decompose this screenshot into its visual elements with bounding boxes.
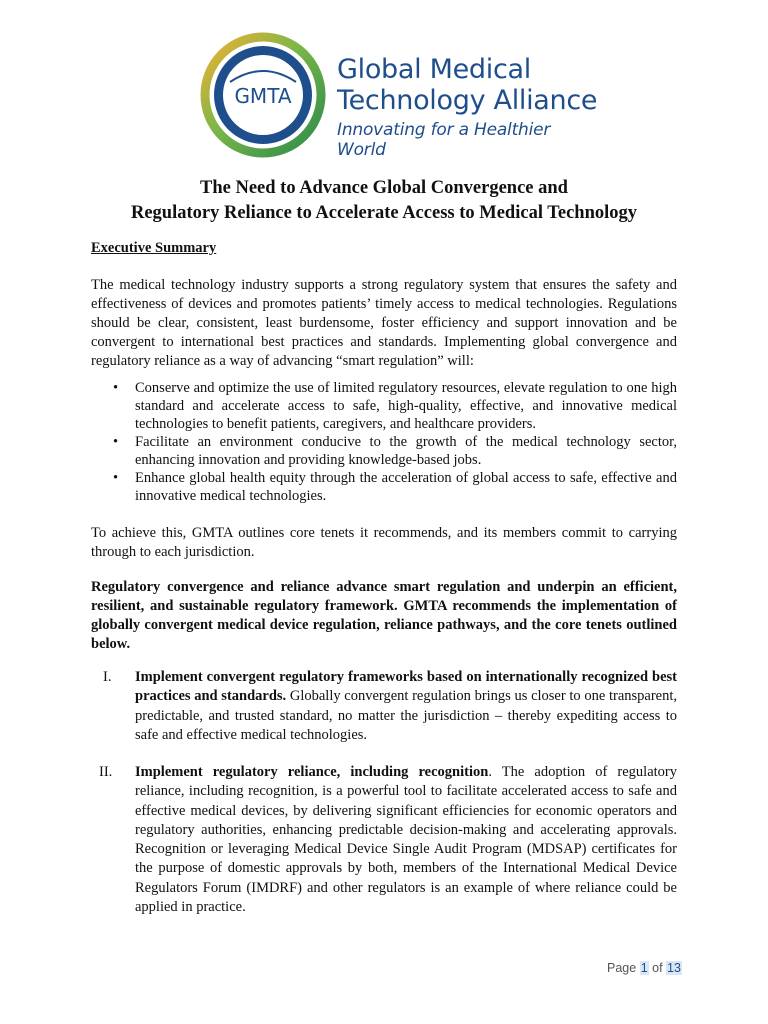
tenet-item [91, 763, 677, 917]
bullet-item: • Conserve and optimize the use of limited regulatory resources, elevate regulation to one high standard and accelerate access to safe, high-quality, effective, and innovative medical technologies to benefit patients, caregivers, and healthcare providers. [91, 379, 677, 433]
tenet-body [135, 763, 677, 917]
gmta-logo [200, 30, 600, 160]
tenet-item [91, 668, 677, 745]
total-pages: 13 [667, 961, 681, 975]
tenet-text: Globally convergent regulation brings us closer to one transparent, predictable, and trusted standard, no matter the jurisdiction – thereby expediting access to safe and effective medical technologies. [135, 688, 677, 743]
achieve-paragraph: To achieve this, GMTA outlines core tenets it recommends, and its members commit to carrying through to each jurisdiction. [91, 525, 677, 560]
logo-name-line2: Technology Alliance [337, 85, 598, 116]
tenet-numeral: II. [99, 764, 113, 780]
intro-paragraph: The medical technology industry supports a strong regulatory system that ensures the safety and effectiveness of devices and promotes patients’ timely access to medical technologies. Regulations should be clear, consistent, least burdensome, foster efficiency and support innovation and be convergent to international best practices and standards. Implementing global convergence and regulatory reliance as a way of advancing “smart regulation” will: [91, 277, 677, 369]
document-title [40, 176, 728, 226]
bullet-item: • Facilitate an environment conducive to the growth of the medical technology sector, enhancing innovation and providing knowledge-based jobs. [91, 433, 677, 469]
title-line1: The Need to Advance Global Convergence and [200, 178, 568, 198]
section-heading: Executive Summary [91, 240, 217, 256]
page-number [607, 961, 682, 975]
tenet-bold: Implement regulatory reliance, including recognition [135, 764, 489, 780]
of-label: of [652, 961, 663, 975]
page-label: Page [607, 961, 637, 975]
current-page: 1 [640, 961, 648, 975]
tenet-numeral: I. [103, 669, 112, 685]
tenet-bold: Implement convergent regulatory frameworks based on internationally recognized best practices and standards. [135, 669, 677, 705]
logo-name [337, 54, 597, 116]
logo-tagline: Innovating for a Healthier World [337, 120, 551, 160]
bold-statement: Regulatory convergence and reliance advance smart regulation and underpin an efficient, resilient, and sustainable regulatory framework. GMTA recommends the implementation of globally convergent medical device regulation, reliance pathways, and the core tenets outlined below. [91, 579, 677, 652]
logo-mark-text: GMTA [234, 84, 292, 108]
tenet-body [135, 668, 677, 745]
tenet-text: . The adoption of regulatory reliance, including recognition, is a powerful tool to facilitate accelerated access to safe and effective medical devices, by delivering significant efficiencies for economic operators and regulatory authorities, enhancing predictable decision-making and accelerating approvals. Recognition or leveraging Medical Device Single Audit Program (MDSAP) certificates for the purpose of domestic approvals by both, members of the International Medical Device Regulators Forum (IMDRF) and other regulators is an example of where reliance could be applied in practice. [135, 764, 677, 916]
bullet-item: • Enhance global health equity through the acceleration of global access to safe, effective and innovative medical technologies. [91, 469, 677, 505]
logo-name-line1: Global Medical [337, 54, 531, 85]
title-line2: Regulatory Reliance to Accelerate Access to Medical Technology [130, 203, 638, 223]
gmta-logo-icon [200, 30, 330, 160]
bullet-list [91, 379, 677, 505]
